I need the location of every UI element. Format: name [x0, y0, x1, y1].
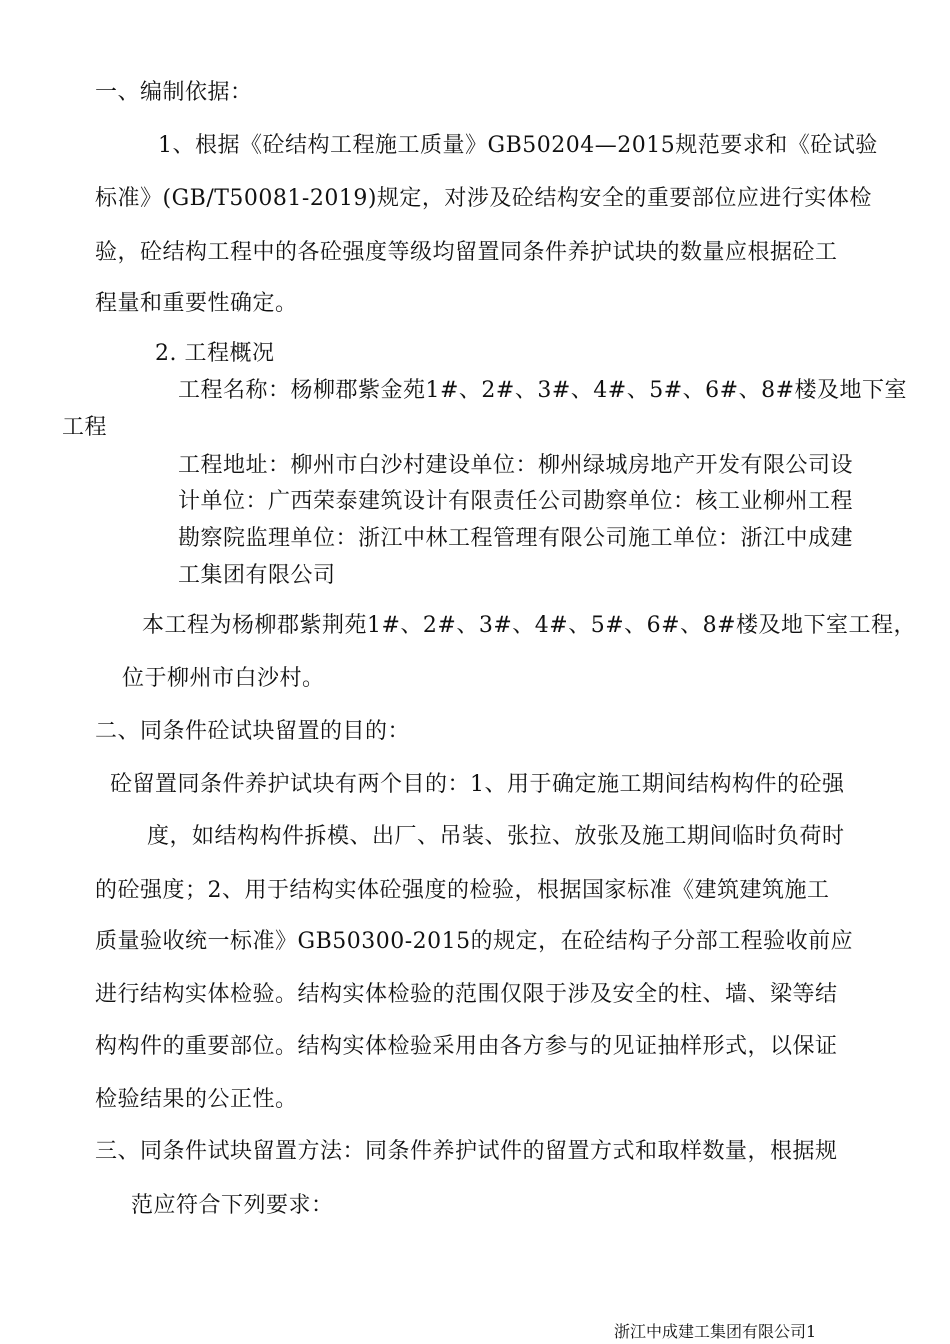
project-info-line-2: 计单位：广西荣泰建筑设计有限责任公司勘察单位：核工业柳州工程 — [178, 489, 854, 514]
basis-line-3: 验，砼结构工程中的各砼强度等级均留置同条件养护试块的数量应根据砼工 — [95, 240, 838, 265]
purpose-line-5: 进行结构实体检验。结构实体检验的范围仅限于涉及安全的柱、墙、梁等结 — [95, 982, 838, 1007]
page-footer: 浙江中成建工集团有限公司1 — [614, 1322, 817, 1341]
purpose-line-7: 检验结果的公正性。 — [95, 1087, 298, 1112]
section1-heading: 一、编制依据： — [95, 80, 253, 105]
basis-line-4: 程量和重要性确定。 — [95, 291, 298, 316]
project-name-line-1: 工程名称：杨柳郡紫金苑1#、2#、3#、4#、5#、6#、8#楼及地下室 — [178, 378, 908, 403]
basis-line-1: 1、根据《砼结构工程施工质量》GB50204—2015规范要求和《砼试验 — [158, 133, 878, 158]
purpose-line-3: 的砼强度；2、用于结构实体砼强度的检验，根据国家标准《建筑建筑施工 — [95, 878, 830, 903]
purpose-line-2: 度，如结构构件拆模、出厂、吊装、张拉、放张及施工期间临时负荷时 — [147, 824, 845, 849]
project-desc-line-2: 位于柳州市白沙村。 — [122, 666, 325, 691]
section3-line-1: 三、同条件试块留置方法：同条件养护试件的留置方式和取样数量，根据规 — [95, 1139, 838, 1164]
overview-heading: 2. 工程概况 — [155, 341, 275, 366]
purpose-line-6: 构构件的重要部位。结构实体检验采用由各方参与的见证抽样形式，以保证 — [95, 1034, 838, 1059]
project-info-line-4: 工集团有限公司 — [178, 563, 336, 588]
basis-line-2: 标准》(GB/T50081-2019)规定，对涉及砼结构安全的重要部位应进行实体检 — [95, 186, 872, 211]
purpose-line-1: 砼留置同条件养护试块有两个目的：1、用于确定施工期间结构构件的砼强 — [110, 772, 845, 797]
project-desc-line-1: 本工程为杨柳郡紫荆苑1#、2#、3#、4#、5#、6#、8#楼及地下室工程， — [142, 613, 917, 638]
section3-line-2: 范应符合下列要求： — [131, 1193, 334, 1218]
purpose-line-4: 质量验收统一标准》GB50300-2015的规定，在砼结构子分部工程验收前应 — [95, 929, 854, 954]
project-info-line-1: 工程地址：柳州市白沙村建设单位：柳州绿城房地产开发有限公司设 — [178, 453, 854, 478]
section2-heading: 二、同条件砼试块留置的目的： — [95, 719, 411, 744]
project-name-line-2: 工程 — [62, 415, 108, 440]
project-info-line-3: 勘察院监理单位：浙江中林工程管理有限公司施工单位：浙江中成建 — [178, 526, 854, 551]
